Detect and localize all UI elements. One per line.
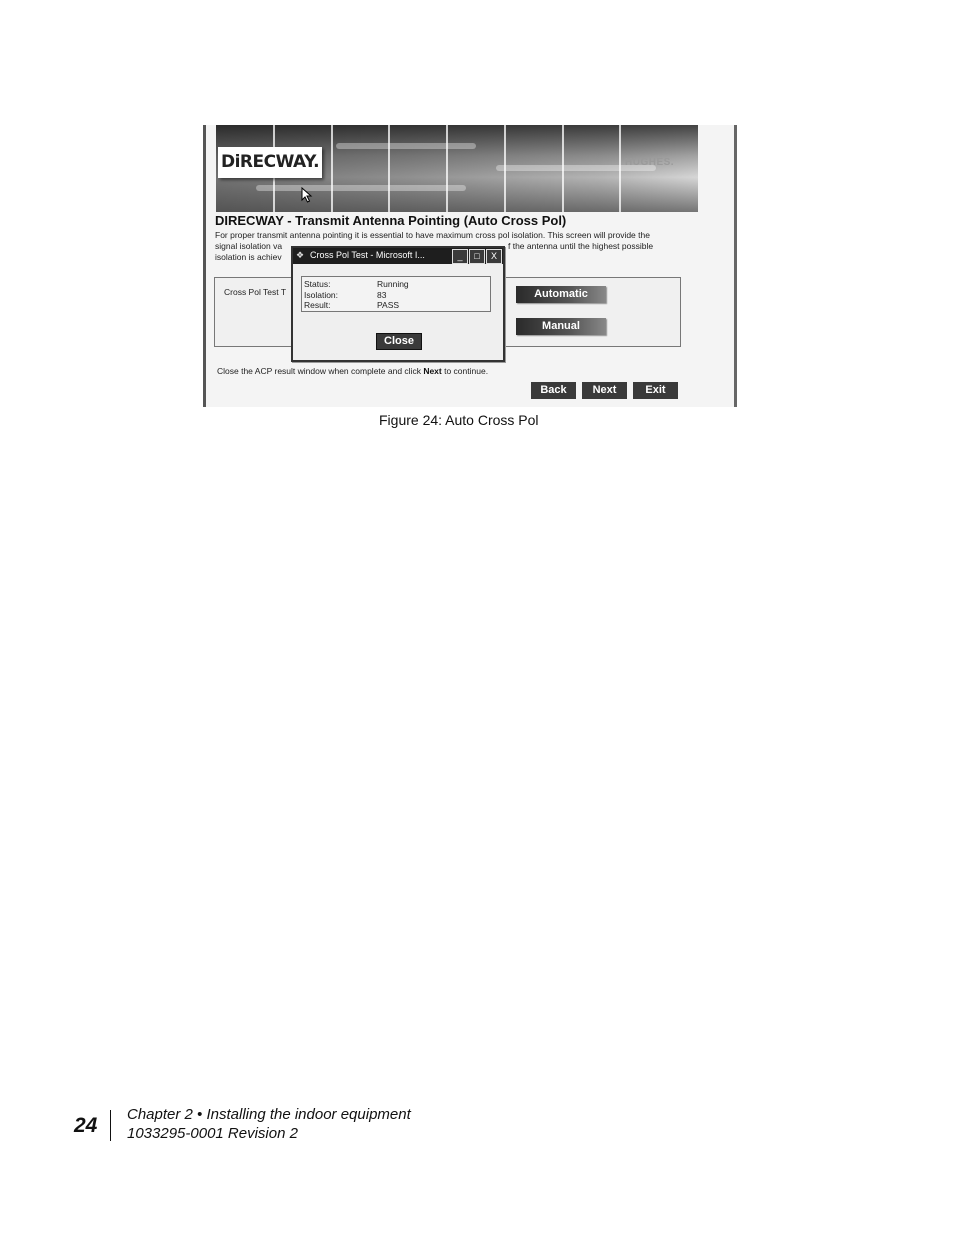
page-number: 24 (74, 1114, 98, 1137)
direcway-logo: DiRECWAY. (218, 147, 322, 178)
result-label: Result: (304, 300, 331, 310)
frame-left-edge (203, 125, 206, 407)
instruction-note-next: Next (423, 366, 442, 376)
intro-text-line: f the antenna until the highest possible (508, 241, 654, 251)
cloud-streak (336, 143, 476, 149)
footer-chapter: Chapter 2 • Installing the indoor equipment (127, 1106, 411, 1123)
figure-caption: Figure 24: Auto Cross Pol (379, 412, 539, 428)
maximize-button[interactable]: □ (469, 249, 485, 264)
banner-divider (331, 125, 333, 212)
intro-text-line: isolation is achiev (215, 252, 282, 262)
cross-pol-test-label: Cross Pol Test T (224, 287, 287, 297)
exit-button[interactable]: Exit (633, 382, 678, 399)
manual-button[interactable]: Manual (516, 318, 606, 335)
cross-pol-test-window (291, 246, 505, 362)
frame-right-edge (734, 125, 737, 407)
footer-divider (110, 1110, 111, 1141)
back-button[interactable]: Back (531, 382, 576, 399)
window-titlebar[interactable] (293, 248, 503, 264)
isolation-value: 83 (377, 290, 387, 300)
screenshot-figure (203, 125, 737, 407)
instruction-note-text: to continue. (441, 366, 489, 376)
close-button[interactable]: Close (376, 333, 422, 350)
status-value: Running (377, 279, 409, 289)
window-title: Cross Pol Test - Microsoft I... (310, 250, 425, 260)
banner-divider (619, 125, 621, 212)
minimize-button[interactable]: _ (452, 249, 468, 264)
header-banner (216, 125, 698, 212)
cloud-streak (256, 185, 466, 191)
close-window-button[interactable]: X (486, 249, 502, 264)
instruction-note (217, 366, 488, 376)
automatic-button[interactable]: Automatic (516, 286, 606, 303)
banner-divider (446, 125, 448, 212)
footer-document-number: 1033295-0001 Revision 2 (127, 1125, 298, 1142)
intro-text-line: signal isolation va (215, 241, 283, 251)
intro-text-line: For proper transmit antenna pointing it is essential to have maximum cross pol isolation. This screen will provide the (215, 230, 650, 240)
page-title: DIRECWAY - Transmit Antenna Pointing (Auto Cross Pol) (215, 213, 567, 228)
next-button[interactable]: Next (582, 382, 627, 399)
isolation-label: Isolation: (304, 290, 339, 300)
banner-divider (388, 125, 390, 212)
internet-explorer-icon: ❖ (296, 250, 305, 260)
result-value: PASS (377, 300, 400, 310)
hughes-logo: HUGHES. (625, 157, 675, 168)
banner-divider (504, 125, 506, 212)
mouse-pointer-icon (301, 187, 313, 203)
banner-divider (562, 125, 564, 212)
status-box (301, 276, 491, 312)
status-label: Status: (304, 279, 331, 289)
instruction-note-text: Close the ACP result window when complete and click (217, 366, 424, 376)
